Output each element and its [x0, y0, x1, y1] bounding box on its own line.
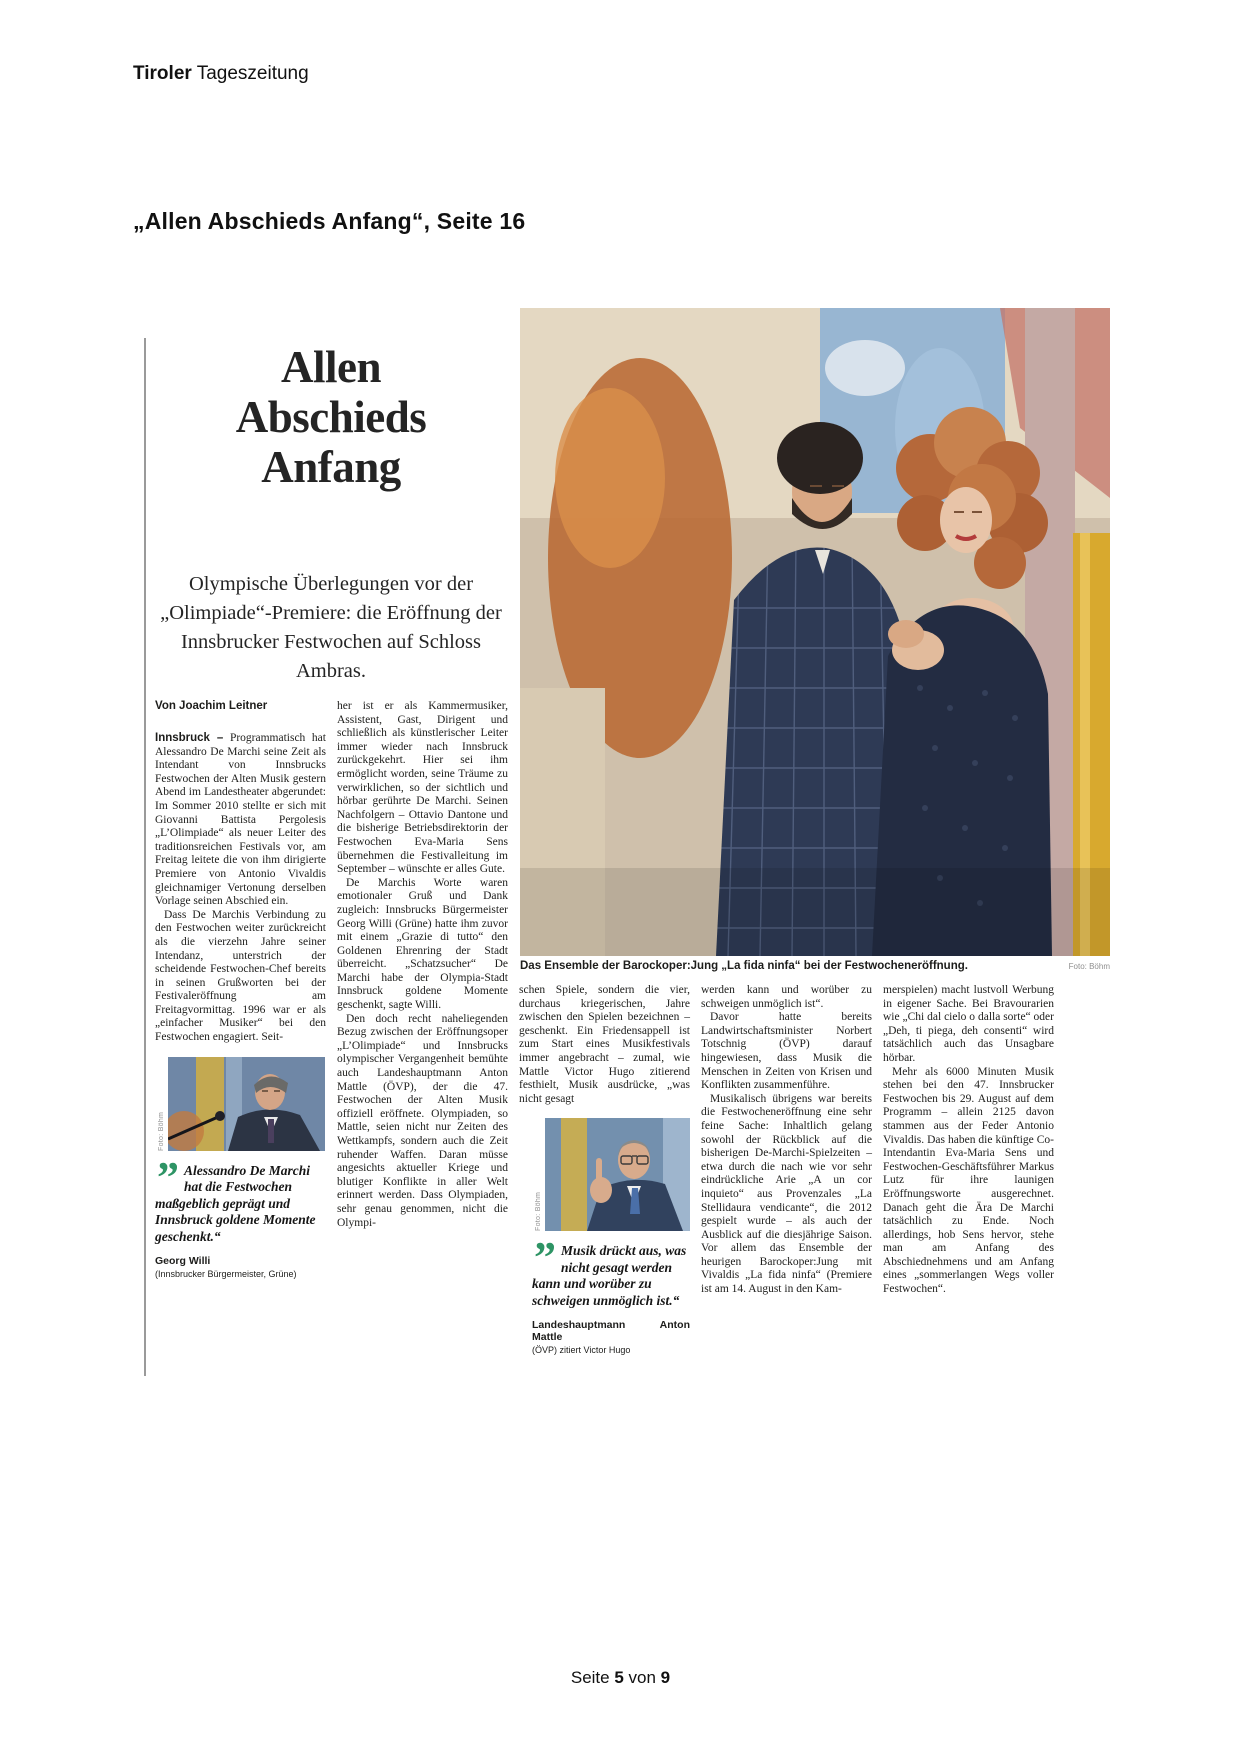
- main-photo-credit: Foto: Böhm: [1068, 962, 1110, 971]
- body-column-1: [155, 732, 326, 1279]
- quote-author: Georg Willi: [155, 1255, 211, 1268]
- footer-total-pages: 9: [660, 1668, 671, 1687]
- quote-text: Musik drückt aus, was nicht gesagt werden kann und worüber zu schweigen unmöglich ist.“: [532, 1243, 687, 1308]
- photo-block-willi: [155, 1057, 326, 1151]
- paragraph: merspielen) macht lustvoll Werbung in eigener Sache. Bei Bravourarien wie „Chi dal cielo o dalla sorte“ oder „Deh, ti piega, deh consenti“ wird tatsächlich auch das Unsagbare hörbar.: [883, 984, 1054, 1064]
- photo-anton-mattle: [545, 1118, 690, 1231]
- main-photo-opera-scene: [520, 308, 1110, 956]
- footer-separator: von: [623, 1668, 661, 1687]
- article-title-line: Allen: [280, 342, 381, 392]
- photo-block-mattle: [532, 1118, 690, 1231]
- article-title-line: Abschieds: [235, 392, 427, 442]
- article-standfirst: Olympische Überlegungen vor der „Olimpiade“-Premiere: die Eröffnung der Innsbrucker Festwochen auf Schloss Ambras.: [160, 573, 502, 682]
- quote-author: Landeshauptmann Anton Mattle: [532, 1319, 690, 1344]
- page-headline: „Allen Abschieds Anfang“, Seite 16: [133, 208, 526, 234]
- body-column-4: [701, 984, 872, 1297]
- body-column-2: [337, 700, 508, 1230]
- photo-georg-willi: [168, 1057, 325, 1151]
- paragraph: Musikalisch übrigens war bereits die Festwocheneröffnung eine sehr feine Sache: Inhaltlich gelang sowohl der Rückblick auf die bisherigen De-Marchi-Spielzeiten – etwa durch die nach wie vor sehr eindrückliche Arie „A un cor inquieto“ aus Provenzales „La Stellidaura vendicante“, die 2012 gespielt wurde – als auch der Ausblick auf die diesjährige Saison. Vor allem das Ensemble der heurigen Barockoper:Jung mit Vivaldis „La fida ninfa“ (Premiere ist am 14. August in den Kam-: [701, 1092, 872, 1296]
- quote-icon: ”: [534, 1233, 554, 1283]
- article-title: [155, 342, 507, 492]
- body-column-5: [883, 984, 1054, 1297]
- article-title-line: Anfang: [261, 442, 401, 492]
- main-photo-caption-row: [520, 960, 1110, 972]
- article-clipping: [133, 308, 1110, 1383]
- photo-credit-rotated: Foto: Böhm: [535, 1192, 542, 1232]
- quote-block-willi: [155, 1152, 326, 1280]
- paragraph: werden kann und worüber zu schweigen unmöglich ist“.: [701, 984, 872, 1010]
- paragraph: her ist er als Kammermusiker, Assistent, Gast, Dirigent und schließlich als künstlerischer Leiter immer wieder nach Innsbruck zurückgekehrt. Hier sei ihm ermöglicht worden, seine Träume zu verwirklichen, so der sichtlich und hörbar gerührte De Marchi. Seinen Nachfolgern – Ottavio Dantone und die bisherige Betriebsdirektorin der Festwochen Eva-Maria Sens übernehmen die Festivalleitung im September – wünschte er alles Gute.: [337, 700, 508, 876]
- quote-block-mattle: [532, 1233, 690, 1356]
- footer-current-page: 5: [614, 1668, 624, 1687]
- paragraph: Mehr als 6000 Minuten Musik stehen bei den 47. Innsbrucker Festwochen bis 29. August auf dem Programm – allein 2125 davon stammen aus der Feder Antonio Vivaldis. Das haben die künftige Co-Intendantin Eva-Maria Sens und Festwochen-Geschäftsführer Markus Lutz für ihre launigen Eröffnungsworte ausgerechnet. Danach geht die Ära De Marchi tatsächlich zu Ende. Noch allerdings, hob Sens hervor, stehe man am Anfang des Abschiednehmens und am Anfang eines „sommerlangen Wegs voller Festwochen“.: [883, 1065, 1054, 1296]
- quote-text: Alessandro De Marchi hat die Festwochen maßgeblich geprägt und Innsbruck goldene Momente geschenkt.“: [155, 1162, 316, 1244]
- paragraph-text: Programmatisch hat Alessandro De Marchi seine Zeit als Intendant von Innsbrucks Festwochen der Alten Musik gestern Abend im Landestheater abgerundet: Im Sommer 2010 stellte er sich mit Giovanni Battista Pergolesis „L’Olimpiade“ als neuer Leiter des traditionsreichen Festivals vor, am Freitag leitete die von ihm dirigierte Premiere von Antonio Vivaldis gleichnamiger Vertonung derselben Vorlage seinen Abschied ein.: [155, 732, 326, 908]
- paragraph: Den doch recht naheliegenden Bezug zwischen der Eröffnungsoper „L’Olimpiade“ und Innsbrucks olympischer Vergangenheit bemühte auch Landeshauptmann Anton Mattle (ÖVP), der die 47. Festwochen der Alten Musik offiziell eröffnete. Olympiaden, so Mattle, seien nicht nur Zeiten des Wettkampfs, sondern auch die Zeit ruhender Waffen. Daran müsse angesichts aktueller Kriege und blutiger Konflikte in aller Welt erinnert werden. Dass Olympiaden, sehr genau genommen, nicht die Olympi-: [337, 1012, 508, 1229]
- photo-credit-rotated: Foto: Böhm: [158, 1111, 165, 1151]
- quote-author-role: (Innsbrucker Bürgermeister, Grüne): [155, 1269, 297, 1280]
- masthead-rest: Tageszeitung: [191, 63, 309, 84]
- main-photo-caption: Das Ensemble der Barockoper:Jung „La fida ninfa“ bei der Festwocheneröffnung.: [520, 960, 968, 972]
- body-column-3: [519, 984, 690, 1355]
- masthead: [133, 63, 309, 85]
- article-byline: Von Joachim Leitner: [155, 700, 268, 712]
- clipping-left-rule: [144, 338, 146, 1376]
- quote-icon: ”: [157, 1152, 177, 1202]
- paragraph: Dass De Marchis Verbindung zu den Festwochen weiter zurückreicht als die vierzehn Jahre seiner Intendanz, unterstrich der scheidende Festwochen-Chef bereits in seinen Grußworten bei der Festivaleröffnung am Freitagvormittag. 1996 war er als „einfacher Musiker“ bei den Festwochen engagiert. Seit-: [155, 908, 326, 1044]
- paragraph: De Marchis Worte waren emotionaler Gruß und Dank zugleich: Innsbrucks Bürgermeister Georg Willi (Grüne) hatte ihm zuvor mit einem „Grazie di tutto“ den Goldenen Ehrenring der Stadt überreicht. „Schatzsucher“ De Marchi habe der Olympia-Stadt Innsbruck goldene Momente geschenkt, sagte Willi.: [337, 876, 508, 1012]
- paragraph: [155, 732, 326, 909]
- dateline-lead: Innsbruck –: [155, 732, 224, 744]
- quote-author-role: (ÖVP) zitiert Victor Hugo: [532, 1345, 631, 1356]
- masthead-brand: Tiroler: [133, 63, 192, 84]
- footer-label: Seite: [570, 1668, 615, 1687]
- paragraph: Davor hatte bereits Landwirtschaftsminister Norbert Totschnig (ÖVP) darauf hingewiesen, dass Musik die Menschen in Zeiten von Krisen und Konflikten zusammenführe.: [701, 1011, 872, 1092]
- page-footer: [0, 1668, 1241, 1688]
- paragraph: schen Spiele, sondern die vier, durchaus kriegerischen, Jahre zwischen den Spielen bezeichnen – geschenkt. Ein Friedensappell ist zum Start eines Musikfestivals immer angebracht – zumal, wie Mattle Victor Hugo zitierend festhielt, Musik ausdrücke, „was nicht gesagt: [519, 984, 690, 1105]
